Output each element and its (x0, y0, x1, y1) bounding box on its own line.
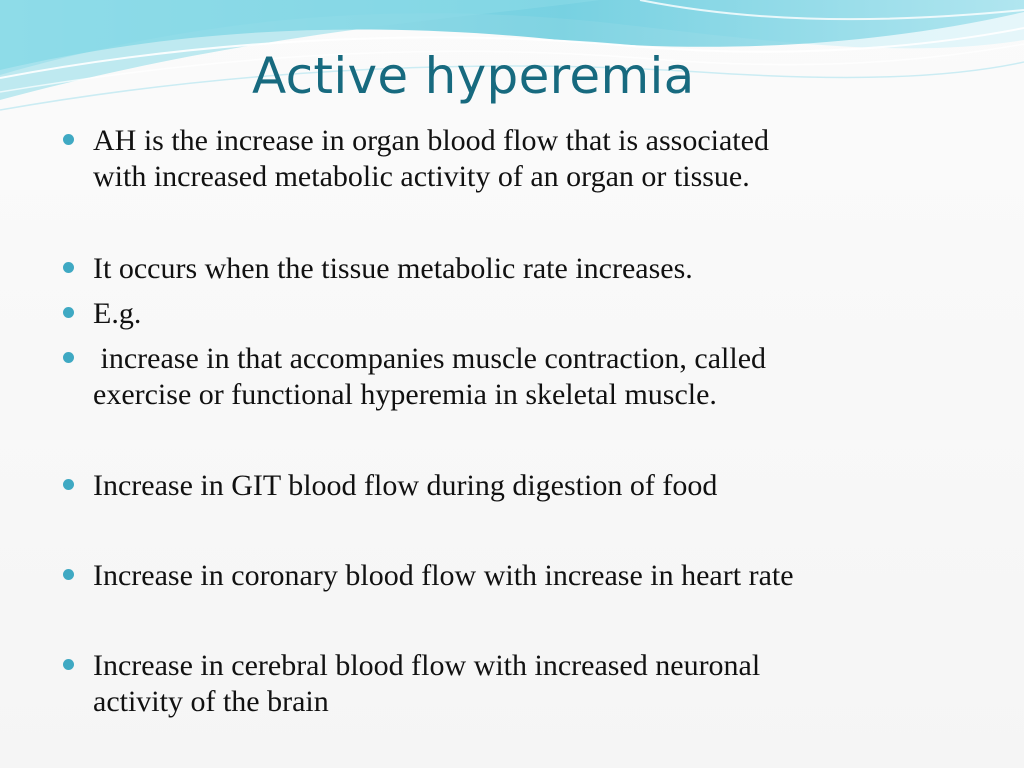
bullet-text: AH is the increase in organ blood flow that is associated with increased metabolic activity of an organ or tissue. (93, 124, 769, 193)
bullet-dot-icon (63, 352, 74, 363)
bullet-dot-icon (63, 262, 74, 273)
bullet-dot-icon (63, 134, 74, 145)
bullet-dot-icon (63, 659, 74, 670)
bullet-text: Increase in coronary blood flow with increase in heart rate (93, 559, 794, 592)
bullet-text: increase in that accompanies muscle contraction, called exercise or functional hyperemia in skeletal muscle. (93, 342, 767, 411)
bullet-text: E.g. (93, 297, 142, 330)
bullet-text: Increase in cerebral blood flow with increased neuronal activity of the brain (93, 649, 761, 718)
bullet-text: It occurs when the tissue metabolic rate increases. (93, 252, 693, 285)
bullet-dot-icon (63, 307, 74, 318)
bullet-text: Increase in GIT blood flow during digestion of food (93, 469, 718, 502)
bullet-dot-icon (63, 479, 74, 490)
bullet-dot-icon (63, 569, 74, 580)
slide-title: Active hyperemia (252, 47, 695, 105)
